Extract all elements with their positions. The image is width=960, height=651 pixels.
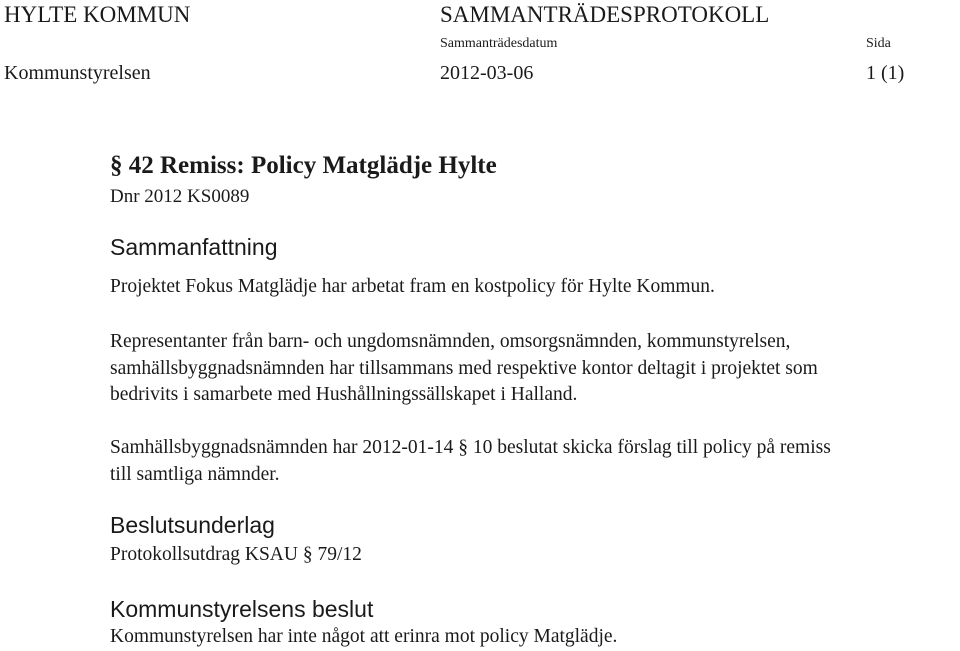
summary-paragraph-1: Projektet Fokus Matglädje har arbetat fram en kostpolicy för Hylte Kommun. — [110, 276, 715, 297]
header-doc-type: SAMMANTRÄDESPROTOKOLL — [440, 2, 770, 27]
basis-heading: Beslutsunderlag — [110, 512, 275, 538]
summary-paragraph-3 — [110, 435, 960, 488]
header-date-label: Sammanträdesdatum — [440, 36, 558, 51]
header-org: HYLTE KOMMUN — [4, 2, 191, 27]
summary-paragraph-2 — [110, 329, 955, 409]
basis-text: Protokollsutdrag KSAU § 79/12 — [110, 544, 362, 565]
header-body: Kommunstyrelsen — [4, 62, 151, 84]
summary-heading: Sammanfattning — [110, 234, 278, 260]
header-page-label: Sida — [866, 36, 891, 51]
summary-p3-line: Samhällsbyggnadsnämnden har 2012-01-14 § 10 beslutat skicka förslag till policy på remiss — [110, 437, 831, 458]
summary-p2-line: Representanter från barn- och ungdomsnämnden, omsorgsnämnden, kommunstyrelsen, — [110, 331, 791, 352]
summary-p3-line: till samtliga nämnder. — [110, 463, 280, 485]
summary-p2-line: bedrivits i samarbete med Hushållningssällskapet i Halland. — [110, 384, 578, 406]
header-page: 1 (1) — [866, 62, 905, 84]
item-dnr: Dnr 2012 KS0089 — [110, 186, 250, 207]
header-date: 2012-03-06 — [440, 62, 534, 84]
decision-heading: Kommunstyrelsens beslut — [110, 596, 374, 622]
item-title: § 42 Remiss: Policy Matglädje Hylte — [110, 152, 497, 179]
decision-text: Kommunstyrelsen har inte något att erinra mot policy Matglädje. — [110, 626, 618, 647]
summary-p2-line: samhällsbyggnadsnämnden har tillsammans med respektive kontor deltagit i projektet som — [110, 357, 818, 379]
